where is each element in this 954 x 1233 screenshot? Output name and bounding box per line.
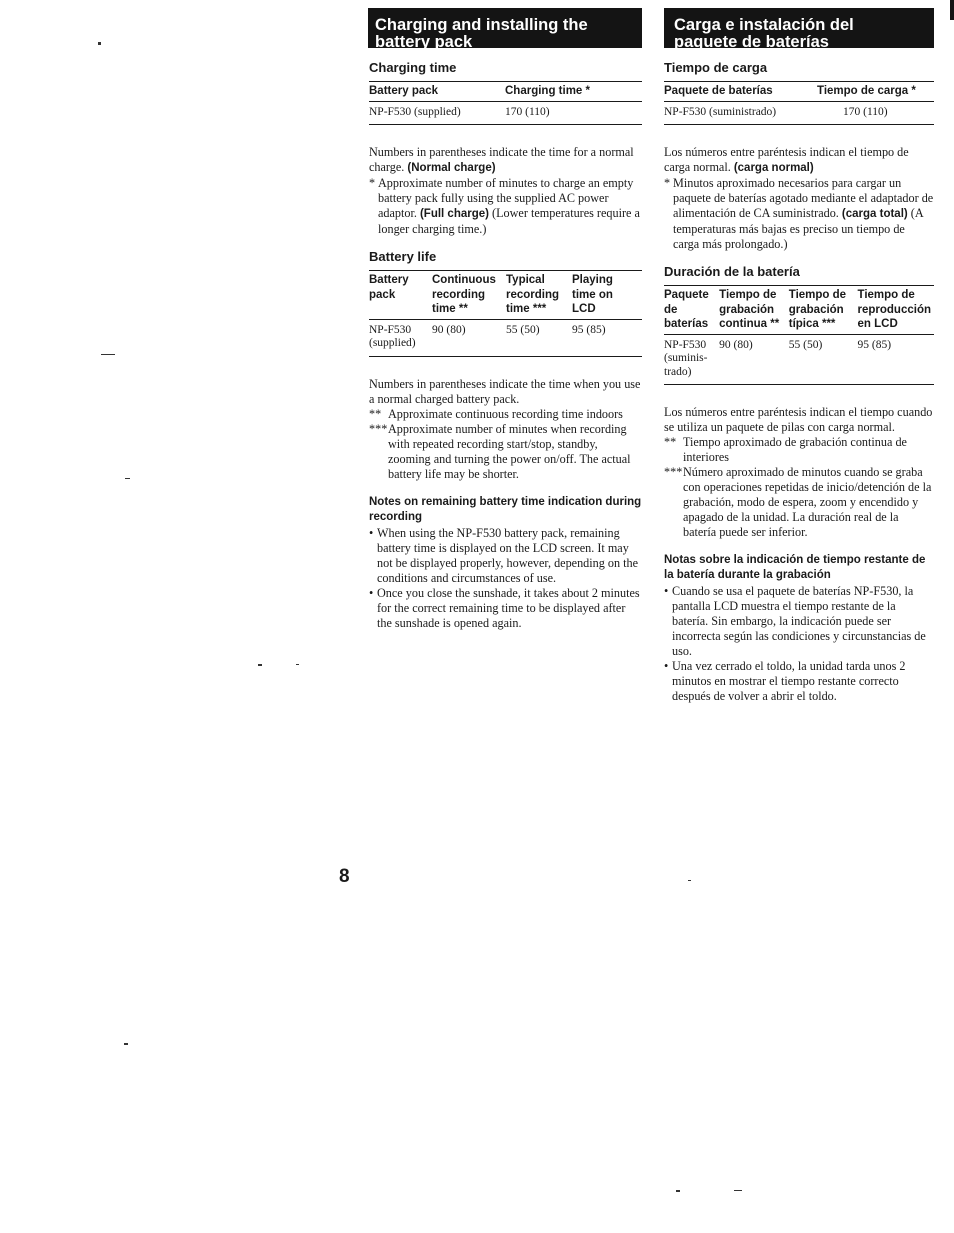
scan-speck [734, 1190, 742, 1191]
scan-speck [676, 1190, 680, 1192]
footnote-item: * Minutos aproximado necesarios para cargar un paquete de baterías agotado mediante el adaptador de alimentación de CA suministrado. (carga total) (A temperaturas más bajas es preciso un tiempo de carga más prolongado.) [664, 176, 934, 251]
notes-heading: Notas sobre la indicación de tiempo restante de la batería durante la grabación [664, 554, 926, 581]
notes-heading: Notes on remaining battery time indication during recording [369, 495, 642, 523]
footnote-marker: * [369, 176, 376, 190]
table-cell: 55 (50) [788, 338, 823, 351]
scan-speck [258, 664, 262, 666]
duracion-bateria-heading: Duración de la batería [664, 264, 800, 279]
column-header: Tiempo de carga * [817, 85, 916, 97]
list-item: • Once you close the sunshade, it takes about 2 minutes for the correct remaining time to be displayed after the sunshade is opened again. [369, 585, 640, 630]
bullet-icon: • [664, 584, 669, 598]
table-row [664, 101, 934, 125]
page-title-spanish: Carga e instalación del paquete de baterías [674, 16, 854, 51]
table-header-row [664, 286, 934, 335]
column-header: Tiempo de reproducción en LCD [857, 289, 931, 330]
charging-note: Los números entre paréntesis indican el tiempo de carga normal. (carga normal) [664, 145, 909, 174]
column-header: Paquete de baterías [664, 289, 709, 330]
table-cell: 90 (80) [719, 338, 753, 351]
table-cell: NP-F530 (supplied) [369, 105, 461, 118]
charging-time-heading: Charging time [369, 60, 457, 75]
footnote-marker: *** [664, 465, 683, 479]
table-row [369, 101, 642, 125]
scan-speck [296, 664, 299, 665]
tiempo-de-carga-heading: Tiempo de carga [664, 60, 768, 75]
scan-speck [124, 1043, 128, 1045]
column-header: Paquete de baterías [664, 85, 773, 97]
battery-life-table [369, 270, 642, 357]
page-number: 8 [339, 866, 350, 887]
charging-time-table [369, 81, 642, 125]
full-charge-label: (Full charge) [419, 208, 489, 220]
bullet-icon: • [369, 525, 374, 540]
scan-speck [688, 880, 691, 881]
footnote-marker: ** [664, 435, 677, 449]
battery-life-note: Los números entre paréntesis indican el tiempo cuando se utiliza un paquete de pilas con carga normal. [664, 405, 933, 434]
footnote-marker: ** [369, 406, 382, 421]
page-edge-marker [950, 0, 954, 20]
duracion-bateria-table [664, 285, 934, 385]
table-header-row [664, 82, 934, 102]
table-cell: 95 (85) [857, 338, 892, 351]
footnote-item: *** Approximate number of minutes when recording with repeated recording start/stop, standby, zooming and turning the power on/off. The actual battery life may be shorter. [369, 421, 631, 481]
table-cell: 170 (110) [505, 105, 550, 118]
column-header: Battery pack [369, 274, 409, 301]
footnote-item: ** Approximate continuous recording time indoors [369, 406, 623, 421]
normal-charge-label: (carga normal) [733, 162, 814, 174]
footnote-marker: *** [369, 421, 388, 436]
table-row [369, 319, 642, 356]
spanish-column [664, 60, 934, 704]
column-header: Tiempo de grabación típica *** [788, 289, 847, 330]
list-item: • Una vez cerrado el toldo, la unidad tarda unos 2 minutos en mostrar el tiempo restante correcto después de volver a abrir el toldo. [664, 659, 906, 703]
scan-speck [125, 478, 130, 479]
list-item: • When using the NP-F530 battery pack, remaining battery time is displayed on the LCD screen. It may not be displayed properly, however, depending on the conditions and circumstances of use. [369, 525, 639, 585]
header-band-english [368, 8, 642, 51]
battery-life-note: Numbers in parentheses indicate the time when you use a normal charged battery pack. [369, 376, 641, 406]
normal-charge-label: (Normal charge) [407, 162, 496, 174]
notes-list [369, 526, 642, 631]
column-header: Typical recording time *** [506, 274, 560, 315]
notes-list [664, 584, 934, 704]
footnote-item: * Approximate number of minutes to charge an empty battery pack fully using the supplied AC power adaptor. (Full charge) (Lower temperatures require a longer charging time.) [369, 176, 640, 236]
table-cell: 90 (80) [432, 323, 466, 336]
footnote-marker: * [664, 176, 671, 190]
table-cell: 170 (110) [843, 105, 888, 118]
table-header-row [369, 82, 642, 102]
bullet-icon: • [369, 585, 374, 600]
table-cell: NP-F530 (supplied) [369, 323, 416, 349]
column-header: Tiempo de grabación continua ** [719, 289, 780, 330]
list-item: • Cuando se usa el paquete de baterías NP-F530, la pantalla LCD muestra el tiempo restante de la batería. Sin embargo, la indicación puede ser incorrecta según las condiciones y circunstancias de uso. [664, 584, 926, 658]
table-cell: NP-F530 (suministrado) [664, 105, 777, 118]
battery-life-heading: Battery life [369, 249, 437, 264]
column-header: Continuous recording time ** [432, 274, 496, 315]
english-column [369, 60, 642, 631]
column-header: Playing time on LCD [572, 274, 613, 315]
footnote-item: ** Tiempo aproximado de grabación continua de interiores [664, 435, 907, 464]
table-header-row [369, 271, 642, 320]
table-cell: NP-F530 (suminis-trado) [664, 338, 708, 378]
table-row [664, 334, 934, 385]
column-header: Charging time * [505, 85, 590, 97]
tiempo-de-carga-table [664, 81, 934, 125]
table-cell: 55 (50) [506, 323, 540, 336]
full-charge-label: (carga total) [841, 208, 908, 220]
charging-note: Numbers in parentheses indicate the time for a normal charge. (Normal charge) [369, 145, 634, 174]
table-cell: 95 (85) [572, 323, 606, 336]
column-header: Battery pack [369, 85, 439, 97]
bullet-icon: • [664, 659, 669, 673]
scan-speck [98, 42, 101, 45]
scan-speck [101, 354, 115, 355]
header-band-spanish [664, 8, 934, 51]
footnote-item: *** Número aproximado de minutos cuando se graba con operaciones repetidas de inicio/detención de la grabación, modo de espera, zoom y encendido y apagado de la unidad. La duración real de la batería puede ser inferior. [664, 465, 932, 539]
page-title-english: Charging and installing the battery pack [375, 16, 588, 51]
